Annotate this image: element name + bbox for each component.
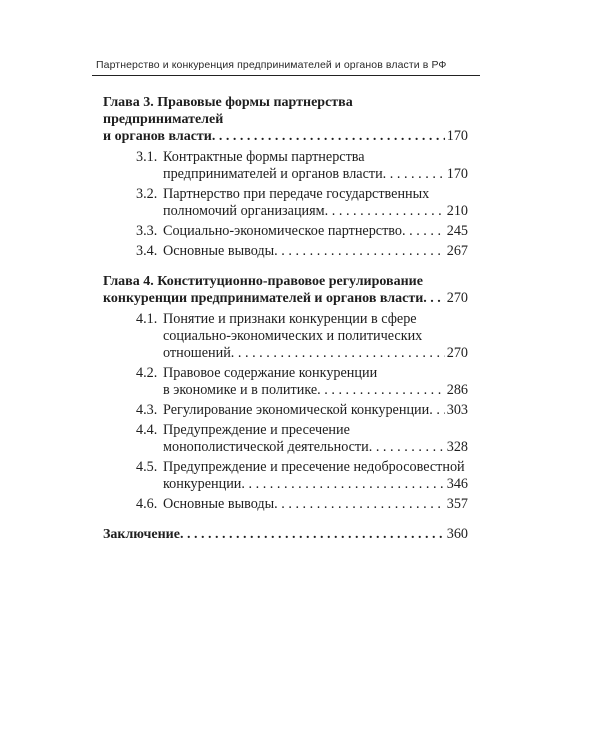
- table-of-contents: [103, 94, 468, 543]
- section-title: Регулирование экономической конкуренции: [163, 402, 430, 418]
- leader-dots: [423, 290, 444, 307]
- chapter-4-title-line2: конкуренции предпринимателей и органов власти: [103, 291, 424, 306]
- toc-section-3-2[interactable]: [103, 186, 468, 220]
- section-number: 4.2.: [136, 365, 158, 381]
- section-title-line1: Предупреждение и пресечение: [163, 422, 350, 438]
- section-title-line1: Понятие и признаки конкуренции в сфере: [163, 311, 417, 327]
- section-page: 328: [446, 439, 468, 455]
- section-number: 4.3.: [136, 402, 158, 418]
- section-page: 245: [446, 223, 468, 239]
- toc-section-4-6[interactable]: [103, 496, 468, 513]
- section-number: 3.4.: [136, 243, 158, 259]
- leader-dots: [325, 203, 445, 220]
- toc-section-4-1[interactable]: [103, 311, 468, 362]
- section-title: Основные выводы: [163, 243, 275, 259]
- section-number: 4.5.: [136, 459, 158, 475]
- section-title-line1: Предупреждение и пресечение недобросовестной: [163, 459, 465, 475]
- section-title-line2: социально-экономических и политических: [163, 328, 423, 344]
- section-title-line2: полномочий организациям: [163, 203, 325, 219]
- section-number: 3.1.: [136, 149, 158, 165]
- section-number: 4.1.: [136, 311, 158, 327]
- section-title: Социально-экономическое партнерство: [163, 223, 403, 239]
- section-title-line2: предпринимателей и органов власти: [163, 166, 383, 182]
- leader-dots: [402, 223, 445, 240]
- chapter-3-title-line2: и органов власти: [103, 129, 212, 144]
- leader-dots: [274, 243, 445, 260]
- running-head: Партнерство и конкуренция предпринимателей и органов власти в РФ: [96, 59, 447, 71]
- header-rule: [92, 75, 480, 76]
- leader-dots: [212, 128, 445, 145]
- chapter-3-page: 170: [446, 128, 468, 144]
- section-page: 270: [446, 345, 468, 361]
- toc-section-3-4[interactable]: [103, 243, 468, 260]
- section-title-line2: конкуренции: [163, 476, 242, 492]
- section-number: 3.2.: [136, 186, 158, 202]
- toc-chapter-3[interactable]: [103, 94, 468, 145]
- section-page: 267: [446, 243, 468, 259]
- leader-dots: [180, 526, 445, 543]
- toc-section-4-2[interactable]: [103, 365, 468, 399]
- chapter-4-page: 270: [446, 290, 468, 306]
- leader-dots: [274, 496, 445, 513]
- section-number: 4.4.: [136, 422, 158, 438]
- toc-section-4-5[interactable]: [103, 459, 468, 493]
- section-page: 346: [446, 476, 468, 492]
- toc-section-3-3[interactable]: [103, 223, 468, 240]
- section-page: 210: [446, 203, 468, 219]
- toc-conclusion[interactable]: [103, 526, 468, 543]
- chapter-4-title-line1: Глава 4. Конституционно-правовое регулирование: [103, 274, 423, 289]
- section-title-line1: Правовое содержание конкуренции: [163, 365, 378, 381]
- section-title-line2: монополистической деятельности: [163, 439, 369, 455]
- section-title-line1: Контрактные формы партнерства: [163, 149, 365, 165]
- toc-chapter-4[interactable]: [103, 273, 468, 307]
- section-page: 170: [446, 166, 468, 182]
- conclusion-title: Заключение: [103, 527, 180, 542]
- conclusion-page: 360: [446, 526, 468, 542]
- leader-dots: [429, 402, 444, 419]
- chapter-3-title-line1: Глава 3. Правовые формы партнерства предпринимателей: [103, 95, 353, 127]
- toc-section-4-4[interactable]: [103, 422, 468, 456]
- section-title: Основные выводы: [163, 496, 275, 512]
- leader-dots: [317, 382, 445, 399]
- toc-section-4-3[interactable]: [103, 402, 468, 419]
- leader-dots: [369, 439, 445, 456]
- leader-dots: [241, 476, 444, 493]
- section-number: 3.3.: [136, 223, 158, 239]
- section-page: 357: [446, 496, 468, 512]
- section-page: 303: [446, 402, 468, 418]
- section-page: 286: [446, 382, 468, 398]
- section-number: 4.6.: [136, 496, 158, 512]
- leader-dots: [383, 166, 445, 183]
- section-title-line1: Партнерство при передаче государственных: [163, 186, 430, 202]
- section-title-line2: в экономике и в политике: [163, 382, 318, 398]
- leader-dots: [231, 345, 445, 362]
- section-title-line3: отношений: [163, 345, 231, 361]
- toc-section-3-1[interactable]: [103, 149, 468, 183]
